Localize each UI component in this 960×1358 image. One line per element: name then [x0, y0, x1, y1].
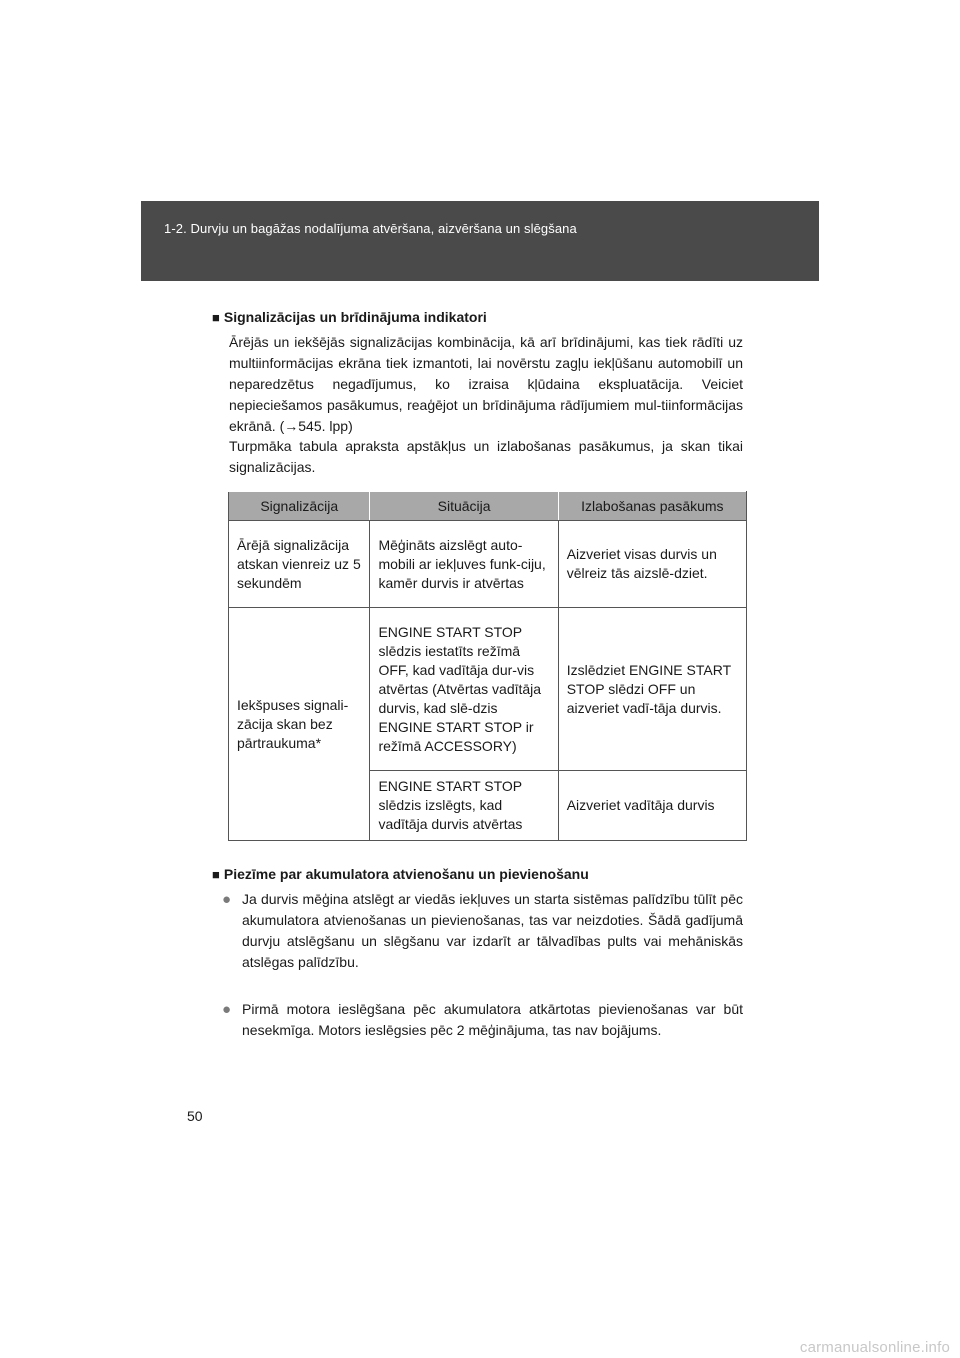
- table-row: [229, 521, 747, 608]
- table-cell-alarm: Ārējā signalizācija atskan vienreiz uz 5 sekundēm: [229, 521, 370, 608]
- column-header: Izlabošanas pasākums: [558, 492, 746, 521]
- intro-paragraph: Ārējās un iekšējās signalizācijas kombinācija, kā arī brīdinājumi, kas tiek rādīti uz multiinformācijas ekrāna tiek izmantoti, lai novērstu zagļu iekļūšanu automobilī un neparedzētus negadījumus, ko izraisa kļūdaina ekspluatācija. Veiciet nepieciešamos pasākumus, reaģējot un brīdinājuma rādījumiem mul-tiinformācijas ekrānā. (→545. lpp): [229, 334, 743, 434]
- chapter-title: 1-2. Durvju un bagāžas nodalījuma atvēršana, aizvēršana un slēgšana: [164, 221, 577, 236]
- table-cell-alarm: Iekšpuses signali-zācija skan bez pārtraukuma*: [229, 608, 370, 841]
- table-intro-paragraph: Turpmāka tabula apraksta apstākļus un izlabošanas pasākumus, ja skan tikai signalizācijas.: [229, 438, 743, 475]
- section-heading-alarms: [212, 309, 487, 325]
- chapter-header-band: [141, 201, 819, 281]
- table-cell-action: Aizveriet visas durvis un vēlreiz tās aizslē-dziet.: [558, 521, 746, 608]
- round-bullet-icon: ●: [222, 1001, 232, 1018]
- square-bullet-icon: ■: [212, 867, 220, 882]
- alarm-table: [228, 491, 747, 841]
- table-row: [229, 608, 747, 771]
- table-cell-situation: ENGINE START STOP slēdzis izslēgts, kad vadītāja durvis atvērtas: [370, 771, 558, 841]
- list-item-text: Ja durvis mēģina atslēgt ar viedās iekļuves un starta sistēmas palīdzību tūlīt pēc akumulatora atvienošanas un pievienošanas, tas var neizdoties. Šādā gadījumā durvju atslēgšanu un slēgšanu var izdarīt ar tālvadības pults vai mehāniskās atslēgas palīdzību.: [242, 891, 743, 970]
- section-heading-text: Piezīme par akumulatora atvienošanu un pievienošanu: [223, 866, 589, 882]
- column-header: Situācija: [370, 492, 558, 521]
- round-bullet-icon: ●: [222, 891, 232, 908]
- watermark-text: carmanualsonline.info: [799, 1339, 950, 1356]
- square-bullet-icon: ■: [212, 310, 220, 325]
- section-heading-battery: [212, 866, 589, 882]
- list-item: [222, 999, 743, 1041]
- column-header: Signalizācija: [229, 492, 370, 521]
- page-number: 50: [187, 1108, 203, 1124]
- table-cell-situation: ENGINE START STOP slēdzis iestatīts režīmā OFF, kad vadītāja dur-vis atvērtas (Atvērtas vadītāja durvis, kad slē-dzis ENGINE START STOP ir režīmā ACCESSORY): [370, 608, 558, 771]
- table-cell-situation: Mēģināts aizslēgt auto-mobili ar iekļuves funk-ciju, kamēr durvis ir atvērtas: [370, 521, 558, 608]
- list-item: [222, 889, 743, 973]
- table-cell-action: Aizveriet vadītāja durvis: [558, 771, 746, 841]
- list-item-text: Pirmā motora ieslēgšana pēc akumulatora atkārtotas pievienošanas var būt nesekmīga. Motors ieslēgsies pēc 2 mēģinājuma, tas nav bojājums.: [242, 1001, 743, 1038]
- table-header-row: [229, 492, 747, 521]
- table-cell-action: Izslēdziet ENGINE START STOP slēdzi OFF un aizveriet vadī-tāja durvis.: [558, 608, 746, 771]
- section-heading-text: Signalizācijas un brīdinājuma indikatori: [223, 309, 487, 325]
